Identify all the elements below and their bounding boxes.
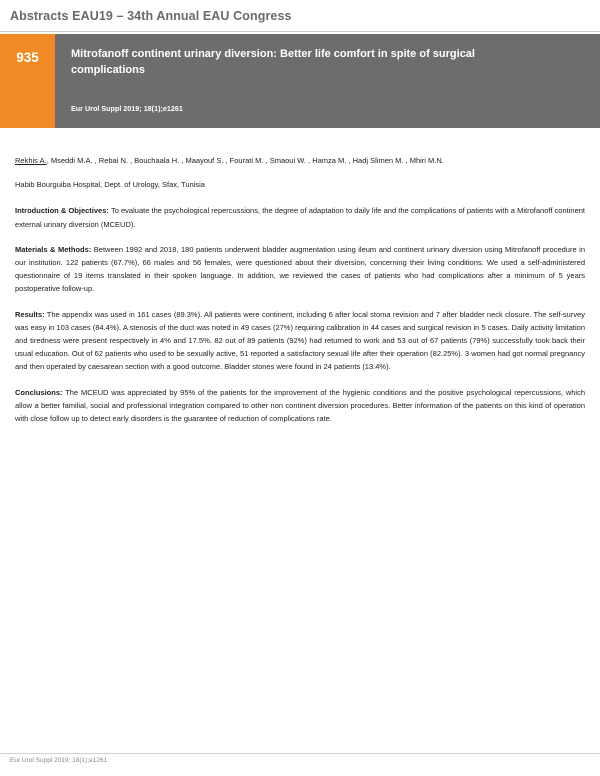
abstract-number: 935 bbox=[0, 34, 55, 128]
methods-section bbox=[15, 243, 585, 296]
methods-label: Materials & Methods: bbox=[15, 244, 92, 254]
banner-citation: Eur Urol Suppl 2019; 18(1);e1261 bbox=[71, 104, 183, 113]
introduction-label: Introduction & Objectives: bbox=[15, 206, 109, 216]
affiliation: Habib Bourguiba Hospital, Dept. of Urology, Sfax, Tunisia bbox=[15, 180, 205, 190]
conclusions-section bbox=[15, 386, 585, 426]
first-author: Rekhis A. bbox=[15, 156, 47, 165]
results-label: Results: bbox=[15, 309, 45, 319]
conclusions-text: The MCEUD was appreciated by 95% of the patients for the improvement of the hygienic conditions and the positive psychological repercussions, which allow a better familial, social and professional integration compared to other non continent diversion procedures. Better information of the patients on this kind of operation with close follow up to detect early disorders is the guarantee of reduction of complications rate. bbox=[15, 387, 585, 424]
author-list bbox=[15, 154, 585, 167]
results-section bbox=[15, 308, 585, 374]
introduction-section bbox=[15, 204, 585, 230]
footer-citation: Eur Urol Suppl 2019; 18(1);e1261 bbox=[10, 757, 108, 764]
footer-divider bbox=[0, 753, 600, 754]
abstract-body bbox=[15, 154, 585, 437]
conclusions-label: Conclusions: bbox=[15, 387, 63, 397]
paper-title: Mitrofanoff continent urinary diversion: Better life comfort in spite of surgical complications bbox=[71, 48, 475, 76]
abstract-banner bbox=[0, 34, 600, 128]
title-panel bbox=[55, 34, 600, 128]
results-text: The appendix was used in 161 cases (89.3%). All patients were continent, including 6 after local stoma revision and 7 after bladder neck closure. The self-survey was easy in 103 cases (84.4%). A stenosis of the duct was noted in 49 cases (27%) requiring calibration in 44 cases and surgical revision in 5 cases. Daily activity limitation and tiredness were present respectively in 4% and 17.5%. 82 out of 89 patients (92%) had returned to work and 53 out of 67 patients (79%) successfully took back their usual education. Out of 62 patients who used to be sexually active, 51 reported a satisfactory sexual life after their operation (82.25%). 3 women had got normal pregnancy and then operated by caesarean section with a good outcome. Bladder stones were found in 24 patients (13.4%). bbox=[15, 309, 585, 372]
co-authors: , Mseddi M.A. , Rebai N. , Bouchaala H. , Maayouf S. , Fourati M. , Smaoui W. , Hamza M. , Hadj Slimen M. , Mhiri M.N. bbox=[46, 156, 444, 165]
methods-text: Between 1992 and 2018, 180 patients underwent bladder augmentation using ileum and continent urinary diversion using Mitrofanoff procedure in our institution. 122 patients (67.7%), 66 males and 56 females, were questioned about their diversion, concerning their living conditions. We used a self-administered questionnaire of 19 items translated in their spoken language. In addition, we reviewed the cases of patients who had complications after a minimum of 5 years postoperative follow-up. bbox=[15, 244, 585, 294]
introduction-text: To evaluate the psychological repercussions, the degree of adaptation to daily life and the complications of patients with a Mitrofanoff continent external urinary diversion (MCEUD). bbox=[15, 206, 586, 229]
header-divider bbox=[0, 31, 600, 32]
running-title: Abstracts EAU19 – 34th Annual EAU Congress bbox=[10, 9, 292, 23]
